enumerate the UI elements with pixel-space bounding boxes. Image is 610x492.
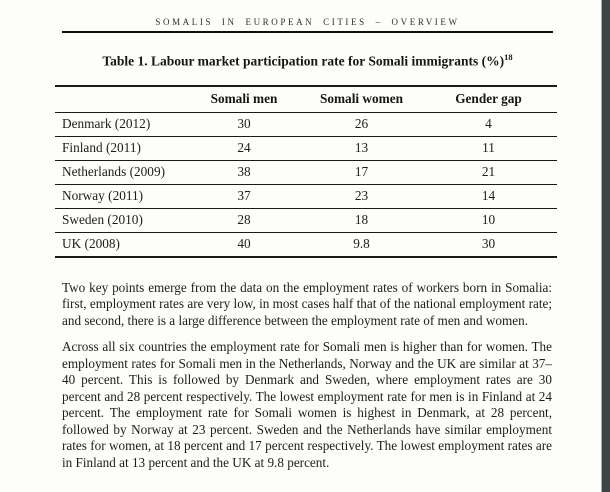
cell-country: Denmark (2012) [62,115,151,131]
cell-gap: 4 [485,115,492,131]
cell-women: 17 [354,163,369,179]
cell-country: Norway (2011) [62,187,144,203]
col-header-somali-women: Somali women [319,90,404,106]
cell-women: 23 [354,187,369,203]
table-row [55,208,557,232]
header-rule [62,31,553,33]
table-row [55,232,557,257]
cell-men: 28 [237,211,251,227]
running-header: SOMALIS IN EUROPEAN CITIES – OVERVIEW [155,17,460,27]
body-paragraph-1: Two key points emerge from the data on the employment rates of workers born in Somalia: first, employment rates are very low, in most cases half that of the national employment rate; and second, there is a large difference between the employment rate of men and women. [62,279,552,328]
table-row [55,136,557,160]
cell-gap: 11 [482,139,495,155]
cell-country: Sweden (2010) [62,211,143,227]
cell-gap: 10 [481,211,496,227]
cell-men: 30 [237,115,251,131]
cell-country: Finland (2011) [62,139,141,155]
cell-gap: 30 [481,235,496,251]
cell-gap: 21 [481,163,496,179]
col-header-gender-gap: Gender gap [455,90,522,106]
cell-women: 18 [354,211,369,227]
participation-table [55,85,557,258]
cell-country: UK (2008) [62,235,120,251]
table-row [55,112,557,136]
table-header-row [55,86,557,113]
table-title-text: Table 1. Labour market participation rate for Somali immigrants (%) [102,53,505,69]
cell-men: 37 [237,187,251,203]
col-header-country [55,86,185,113]
table-row [55,160,557,184]
table-title [62,49,553,70]
footnote-ref-18: 18 [504,52,513,62]
cell-gap: 14 [481,187,496,203]
body-text [62,280,552,472]
body-paragraph-2: Across all six countries the employment rate for Somali men is higher than for women. The employment rates for Somali men in the Netherlands, Norway and the UK are similar at 37–40 percent. This is followed by Denmark and Sweden, where employment rates are 30 percent and 28 percent respectively. The lowest employment rate for men is in Finland at 24 percent. The employment rate for Somali women is highest in Denmark, at 28 percent, followed by Norway at 23 percent. Sweden and the Netherlands have similar employment rates for women, at 18 percent and 17 percent respectively. The lowest employment rates are in Finland at 13 percent and the UK at 9.8 percent. [62,339,552,470]
cell-women: 13 [354,139,369,155]
cell-men: 38 [237,163,251,179]
cell-men: 24 [237,139,251,155]
cell-women: 9.8 [353,235,370,251]
viewer-edge-strip [601,0,610,492]
cell-country: Netherlands (2009) [62,163,166,179]
page-content [62,0,553,471]
table-row [55,184,557,208]
cell-men: 40 [237,235,251,251]
cell-women: 26 [354,115,369,131]
col-header-somali-men: Somali men [210,90,278,106]
